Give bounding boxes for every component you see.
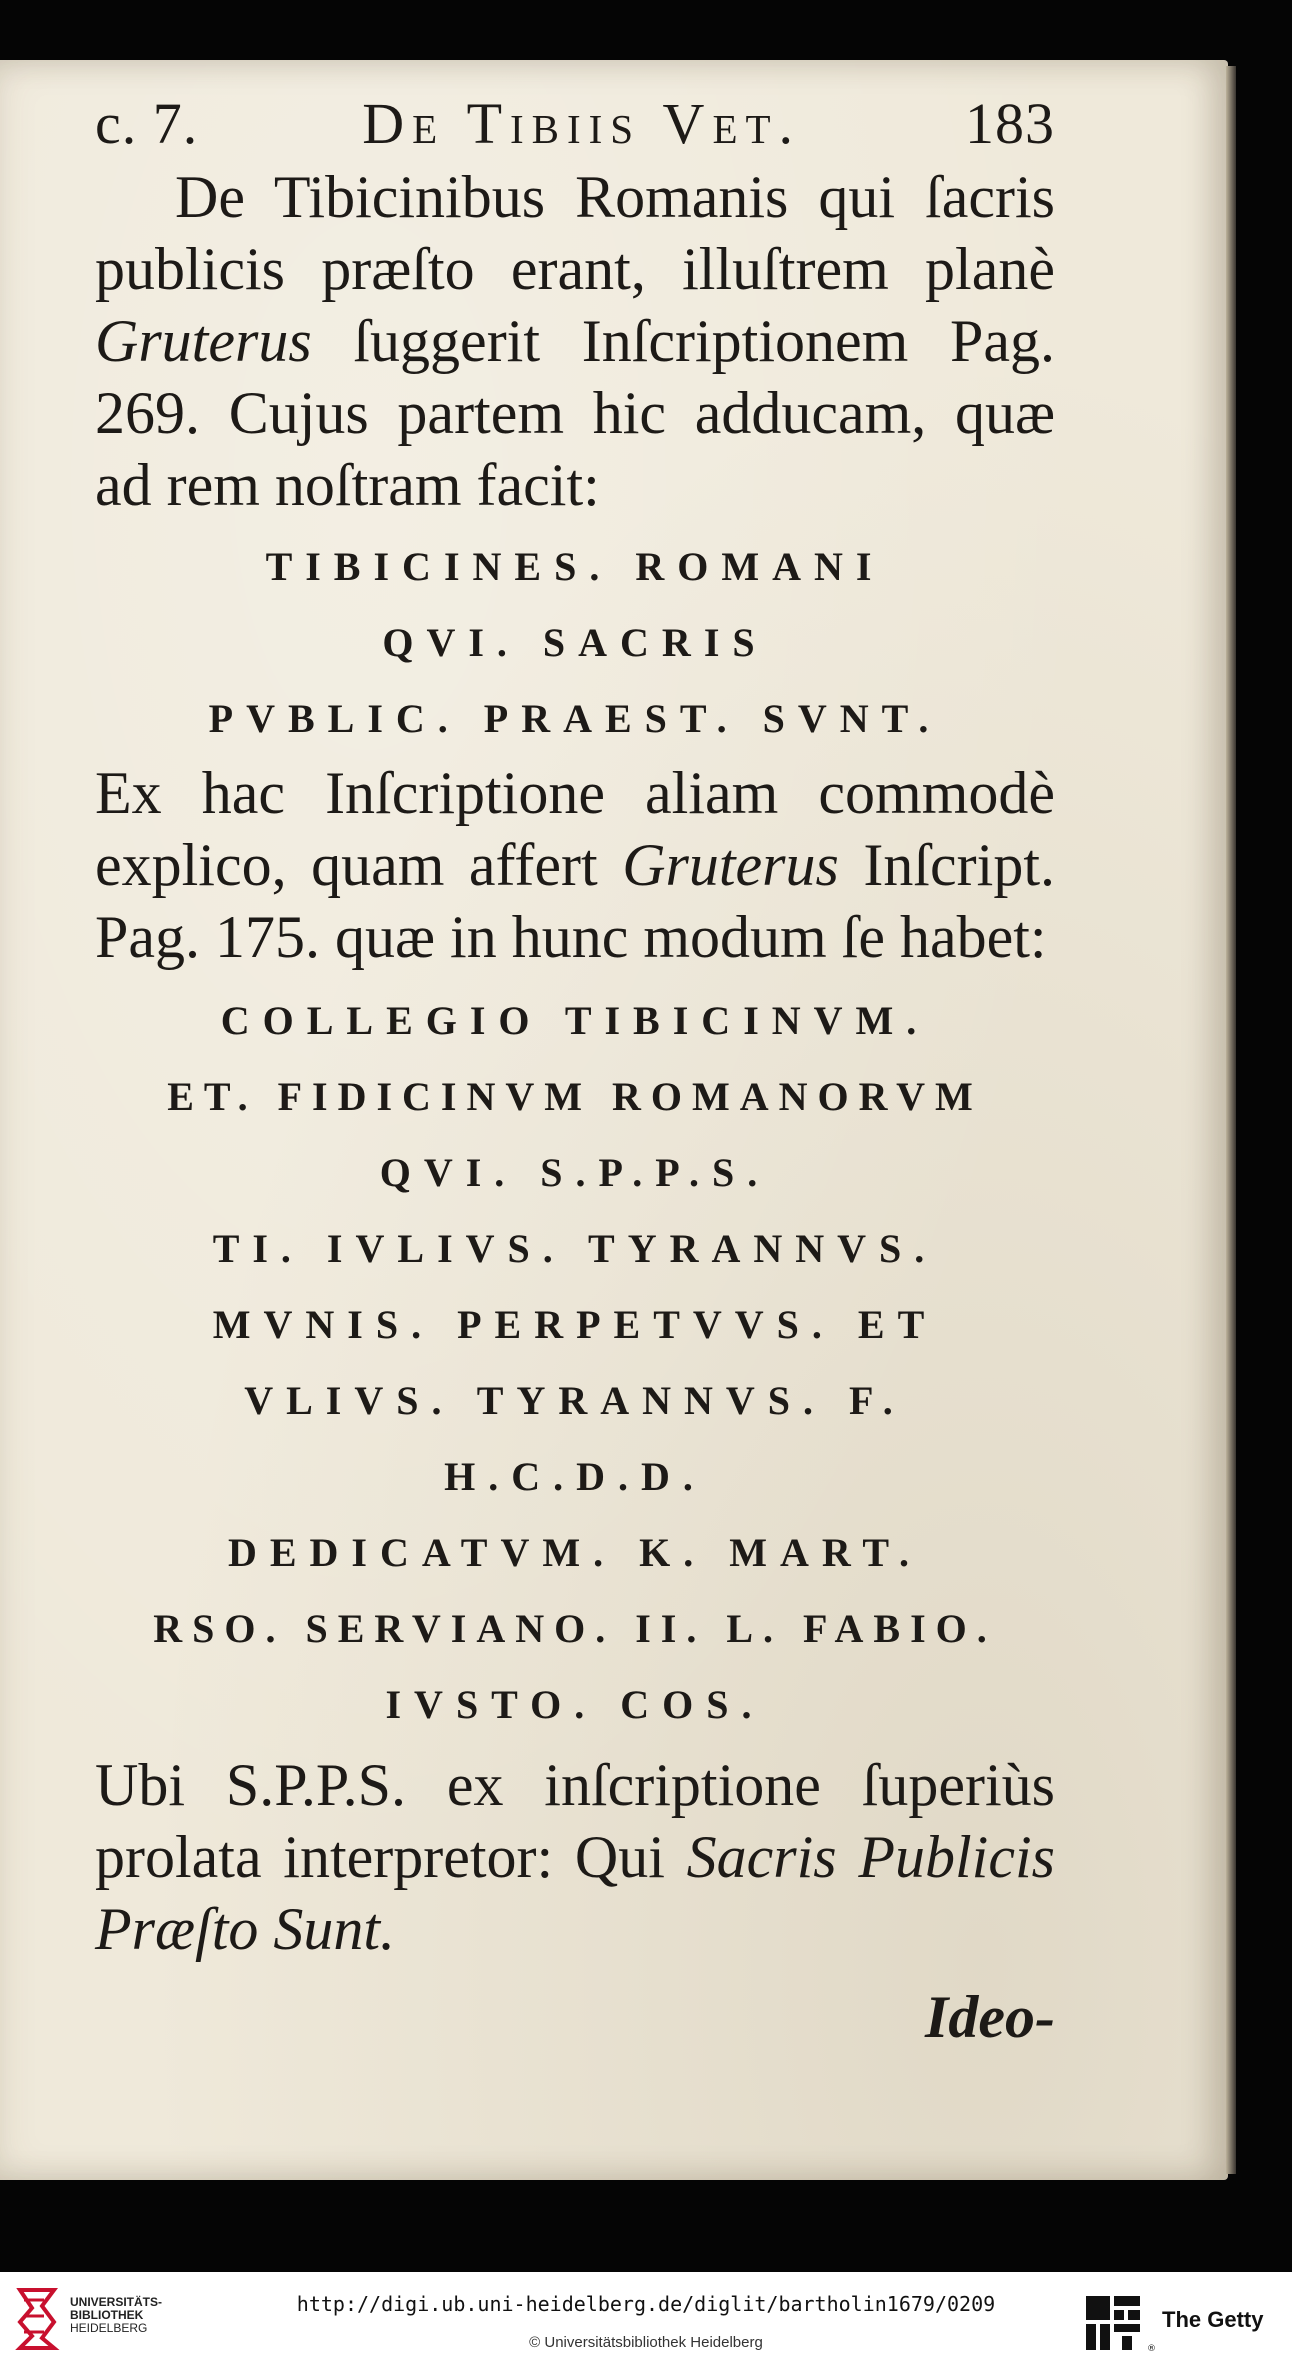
inscription-1 — [95, 529, 1055, 757]
catchword: Ideo- — [925, 1984, 1055, 2050]
paragraph-2-text-a: Ex hac Inſcriptione aliam commodè explico, quam affert — [95, 760, 1055, 898]
paragraph-2-text-b: Inſcript. Pag. 175. quæ in hunc modum ſe habet: — [95, 832, 1055, 970]
running-header — [95, 90, 1055, 157]
inscription-2-line: IVSTO. COS. — [385, 1682, 765, 1727]
getty-logo-icon — [1084, 2294, 1142, 2352]
paragraph-1-text-a: De Tibicinibus Romanis qui ſacris publicis præſto erant, illuſtrem planè — [95, 164, 1055, 302]
paragraph-1 — [95, 161, 1055, 521]
inscription-2-line: TI. IVLIVS. TYRANNVS. — [212, 1226, 938, 1271]
paragraph-2-italic: Gruterus — [622, 832, 839, 898]
page-edge — [1226, 66, 1236, 2174]
copyright-notice: © Universitätsbibliothek Heidelberg — [529, 2334, 763, 2351]
chapter-label: c. 7. — [95, 91, 199, 156]
inscription-2 — [95, 983, 1055, 1743]
permalink-url[interactable]: http://digi.ub.uni-heidelberg.de/diglit/bartholin1679/0209 — [296, 2292, 996, 2316]
library-line-3: HEIDELBERG — [70, 2321, 148, 2335]
running-title: De Tibiis Vet. — [362, 91, 802, 156]
inscription-2-line: DEDICATVM. K. MART. — [227, 1530, 923, 1575]
paragraph-1-italic: Gruterus — [95, 308, 312, 374]
paragraph-3-text-a: Ubi S.P.P.S. ex inſcriptione ſuperiùs prolata interpretor: Qui — [95, 1752, 1055, 1890]
paragraph-3-italic: Sacris Publicis Præſto Sunt. — [95, 1824, 1056, 1962]
page-number: 183 — [964, 91, 1055, 156]
page-text — [95, 90, 1055, 2052]
registered-mark: ® — [1147, 2344, 1156, 2354]
inscription-2-line: ET. FIDICINVM ROMANORVM — [167, 1074, 983, 1119]
paragraph-1-text-b: ſuggerit Inſcriptionem Pag. 269. Cujus partem hic adducam, quæ ad rem noſtram facit: — [95, 308, 1055, 518]
library-line-1: UNIVERSITÄTS- — [70, 2295, 163, 2309]
inscription-2-line: H.C.D.D. — [444, 1454, 706, 1499]
library-line-2: BIBLIOTHEK — [70, 2308, 144, 2322]
inscription-2-line: VLIVS. TYRANNVS. F. — [244, 1378, 906, 1423]
viewer-footer — [0, 2272, 1292, 2365]
paragraph-3 — [95, 1749, 1055, 1965]
inscription-1-line: QVI. SACRIS — [382, 620, 768, 665]
inscription-2-line: MVNIS. PERPETVVS. ET — [212, 1302, 938, 1347]
getty-label: The Getty — [1162, 2307, 1264, 2332]
inscription-2-line: QVI. S.P.P.S. — [379, 1150, 771, 1195]
inscription-2-line: RSO. SERVIANO. II. L. FABIO. — [153, 1606, 997, 1651]
inscription-2-line: COLLEGIO TIBICINVM. — [220, 998, 930, 1043]
inscription-1-line: PVBLIC. PRAEST. SVNT. — [208, 696, 942, 741]
inscription-1-line: TIBICINES. ROMANI — [265, 544, 885, 589]
paragraph-2 — [95, 757, 1055, 973]
